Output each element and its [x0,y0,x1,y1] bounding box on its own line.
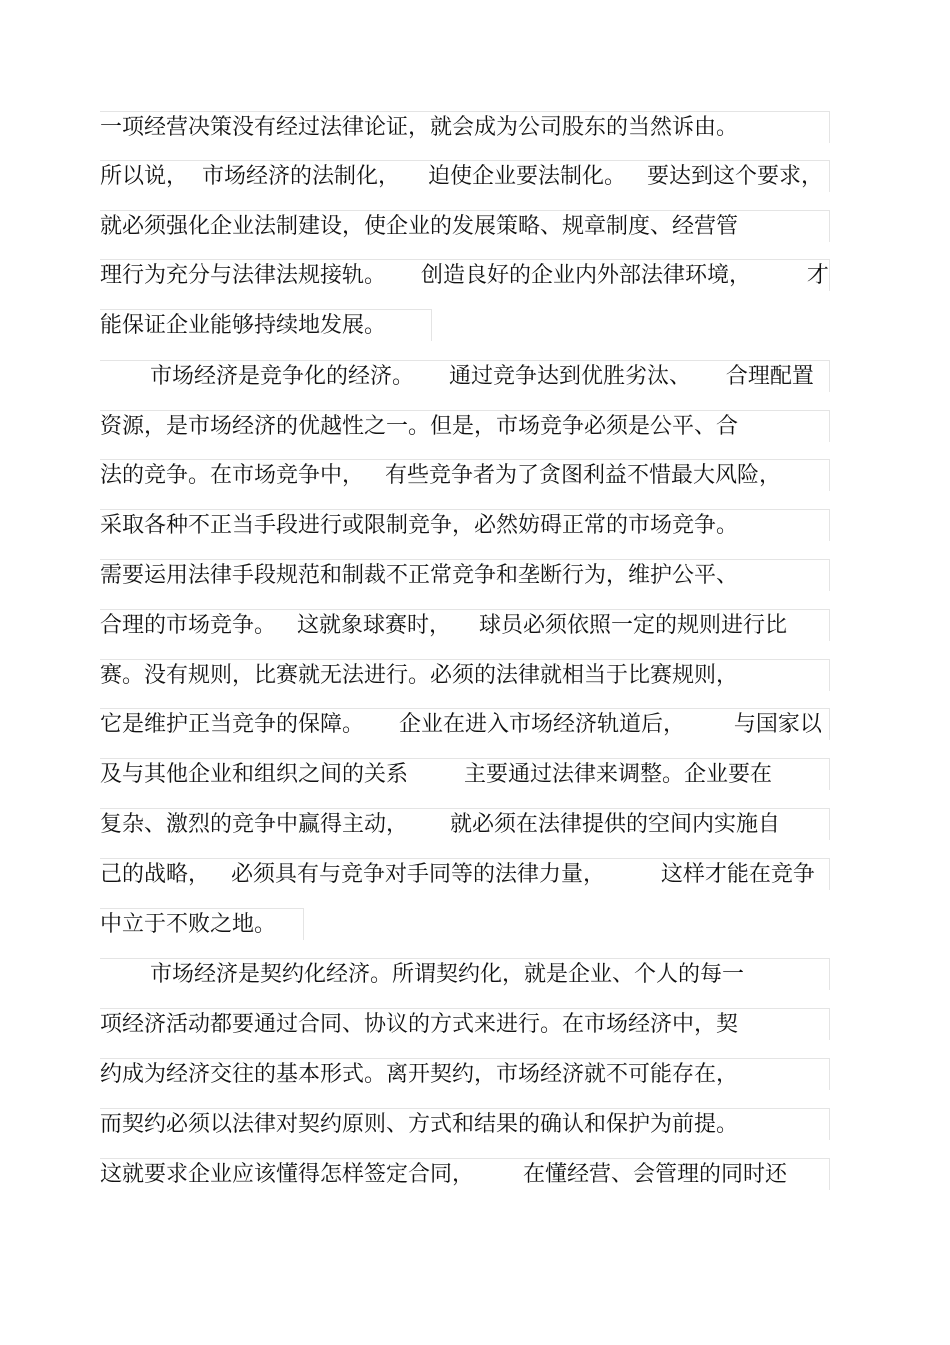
text-line: 一项经营决策没有经过法律论证，就会成为公司股东的当然诉由。 [100,111,830,143]
text-line: 它是维护正当竞争的保障。 企业在进入市场经济轨道后， 与国家以 [100,708,830,740]
text-line: 而契约必须以法律对契约原则、方式和结果的确认和保护为前提。 [100,1108,830,1140]
text-line: 中立于不败之地。 [100,908,304,940]
text-line: 己的战略， 必须具有与竞争对手同等的法律力量， 这样才能在竞争 [100,858,830,890]
text-line: 能保证企业能够持续地发展。 [100,309,432,341]
text-line: 采取各种不正当手段进行或限制竞争，必然妨碍正常的市场竞争。 [100,509,830,541]
paragraph-first-line: 市场经济是契约化经济。所谓契约化，就是企业、个人的每一 [100,958,830,990]
text-line: 及与其他企业和组织之间的关系 主要通过法律来调整。企业要在 [100,758,830,790]
text-line: 项经济活动都要通过合同、协议的方式来进行。在市场经济中，契 [100,1008,830,1040]
text-line: 所以说， 市场经济的法制化， 迫使企业要法制化。 要达到这个要求， [100,160,830,192]
text-line: 理行为充分与法律法规接轨。 创造良好的企业内外部法律环境， 才 [100,259,830,291]
paragraph-first-line: 市场经济是竞争化的经济。 通过竞争达到优胜劣汰、 合理配置 [100,360,830,392]
text-line: 复杂、激烈的竞争中赢得主动， 就必须在法律提供的空间内实施自 [100,808,830,840]
text-line: 合理的市场竞争。 这就象球赛时， 球员必须依照一定的规则进行比 [100,609,830,641]
text-line: 赛。没有规则，比赛就无法进行。必须的法律就相当于比赛规则， [100,659,830,691]
text-line: 法的竞争。在市场竞争中， 有些竞争者为了贪图利益不惜最大风险， [100,459,830,491]
text-line: 这就要求企业应该懂得怎样签定合同， 在懂经营、会管理的同时还 [100,1158,830,1190]
text-line: 约成为经济交往的基本形式。离开契约，市场经济就不可能存在， [100,1058,830,1090]
text-line: 需要运用法律手段规范和制裁不正常竞争和垄断行为，维护公平、 [100,559,830,591]
text-line: 资源，是市场经济的优越性之一。但是，市场竞争必须是公平、合 [100,410,830,442]
text-line: 就必须强化企业法制建设，使企业的发展策略、规章制度、经营管 [100,210,830,242]
